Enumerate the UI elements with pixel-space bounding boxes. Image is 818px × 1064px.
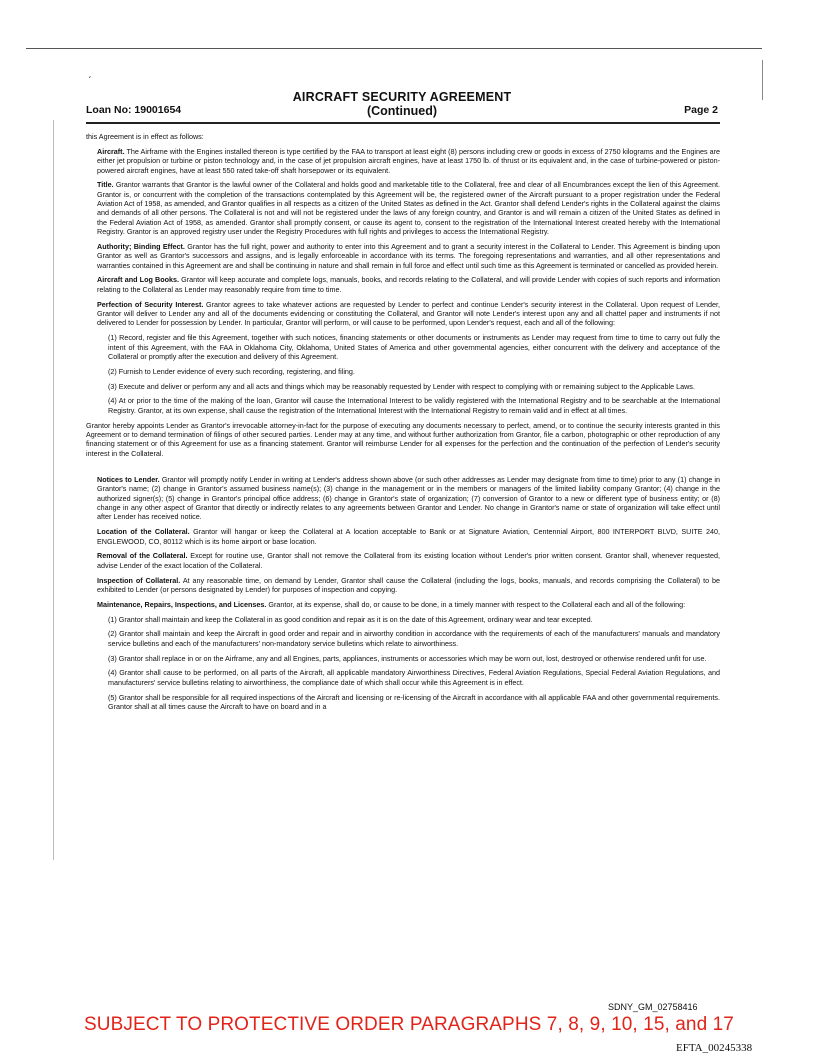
section-location	[86, 527, 720, 546]
protective-order-banner: SUBJECT TO PROTECTIVE ORDER PARAGRAPHS 7, 8, 9, 10, 15, and 17	[84, 1014, 734, 1035]
document-header	[86, 90, 718, 118]
scan-right-edge	[762, 60, 763, 100]
page-number: Page 2	[684, 104, 718, 116]
section-title	[86, 180, 720, 236]
section-text: Grantor has the full right, power and authority to enter into this Agreement and to grant a security interest in the Collateral to Lender. This Agreement is binding upon Grantor as well as Grantor's successors and assigns, and is legally enforceable in accordance with its terms. The foregoing representations and warranties, and all other representations and warranties contained in this Agreement are and shall be continuing in nature and shall remain in full force and effect until such time as this Agreement is terminated or cancelled as provided herein.	[97, 241, 720, 270]
section-heading: Maintenance, Repairs, Inspections, and Licenses.	[97, 599, 267, 609]
section-heading: Notices to Lender.	[97, 474, 160, 484]
section-text: Except for routine use, Grantor shall not remove the Collateral from its existing location without Lender's prior written consent. Grantor shall, whenever requested, advise Lender of the exact location of the Collateral.	[97, 551, 720, 570]
section-text: Grantor, at its expense, shall do, or cause to be done, in a timely manner with respect to the Collateral each and all of the following:	[268, 599, 686, 609]
section-heading: Removal of the Collateral.	[97, 551, 188, 561]
section-aircraft	[86, 147, 720, 175]
scan-left-edge	[53, 120, 54, 860]
title-block	[86, 90, 718, 118]
maintenance-item: (3) Grantor shall replace in or on the Airframe, any and all Engines, parts, appliances, instruments or accessories which may be worn out, lost, destroyed or otherwise rendered unfit for use.	[108, 653, 707, 663]
maintenance-item: (2) Grantor shall maintain and keep the Aircraft in good order and repair and in airworthy condition in accordance with the requirements of each of the manufacturers' manuals and mandatory service bulletins and each of the manufacturers' non-mandatory service bulletins which relate to airworthiness.	[108, 629, 720, 648]
section-heading: Title.	[97, 180, 114, 190]
section-text: Grantor will promptly notify Lender in writing at Lender's address shown above (or such other addresses as Lender may designate from time to time) prior to any (1) change in Grantor's name; (2) change in Grantor's assumed business name(s); (3) change in the management or in the members or managers of the limited liability company Grantor; (4) change in the authorized signer(s); (5) change in Grantor's principal office address; (6) change in Grantor's state of organization; (7) conversion of Grantor to a new or different type of business entity; or (8) change in any other aspect of Grantor that directly or indirectly relates to any agreements between Grantor and Lender. No change in Grantor's name or state of organization will take effect until after Lender has received notice.	[97, 474, 720, 522]
section-authority	[86, 242, 720, 270]
perfection-item: (4) At or prior to the time of the making of the loan, Grantor will cause the International Interest to be validly registered with the International Registry and to be searchable at the International Registry. Grantor, at its own expense, shall cause the registration of the International Interest with the International Registry to remain valid and in effect at all times.	[108, 396, 720, 415]
perfection-item: (1) Record, register and file this Agreement, together with such notices, financing statements or other documents or instruments as Lender may request from time to time to carry out fully the intent of this Agreement, with the FAA in Oklahoma City, Oklahoma, United States of America and other governmental agencies, either concurrent with the delivery and acceptance of the Collateral or promptly after the execution and delivery of this Agreement.	[108, 333, 720, 361]
maintenance-item: (5) Grantor shall be responsible for all required inspections of the Aircraft and licensing or re-licensing of the Aircraft in accordance with all applicable FAA and other governmental requirements. Grantor shall at all times cause the Aircraft to have on board and in a	[108, 692, 720, 711]
section-inspection	[86, 576, 720, 595]
section-removal	[86, 551, 720, 570]
section-heading: Aircraft and Log Books.	[97, 275, 179, 285]
document-subtitle: (Continued)	[366, 104, 438, 118]
bates-number: SDNY_GM_02758416	[608, 1002, 698, 1012]
section-text: Grantor will hangar or keep the Collateral at A location acceptable to Bank or at Signature Aviation, Centennial Airport, 800 INTERPORT BLVD, SUITE 240, ENGLEWOOD, CO, 80112 which is its home airport or base location.	[97, 527, 720, 546]
section-perfection	[86, 300, 720, 328]
maintenance-item: (1) Grantor shall maintain and keep the Collateral in as good condition and repair as it is on the date of this Agreement, ordinary wear and tear excepted.	[108, 614, 593, 624]
section-text: Grantor will keep accurate and complete logs, manuals, books, and records relating to the Collateral, and will provide Lender with copies of such reports and information relating to the Collateral as Lender may reasonably require from time to time.	[97, 275, 720, 294]
section-text: At any reasonable time, on demand by Lender, Grantor shall cause the Collateral (including the logs, books, manuals, and records comprising the Collateral) to be exhibited to Lender (or persons designated by Lender) for purposes of inspection and copying.	[97, 575, 720, 594]
section-text: The Airframe with the Engines installed thereon is type certified by the FAA to transport at least eight (8) persons including crew or goods in excess of 2750 kilograms and the Engines are either jet propulsion or turbine or piston technology and, in the case of jet propulsion aircraft engines, have at least 1750 lb. of thrust or its equivalent and, in the case of turbine-powered or piston-powered aircraft engines, have at least 550 rated take-off shaft horsepower or its equivalent.	[97, 146, 720, 175]
maintenance-item: (4) Grantor shall cause to be performed, on all parts of the Aircraft, all applicable mandatory Airworthiness Directives, Federal Aviation Regulations, Special Federal Aviation Regulations, and manufacturers' service bulletins relating to airworthiness, the compliance date of which shall occur while this Agreement is in effect.	[108, 668, 720, 687]
scan-top-rule	[26, 48, 762, 49]
section-notices	[86, 475, 720, 522]
section-text: Grantor warrants that Grantor is the lawful owner of the Collateral and holds good and marketable title to the Collateral, free and clear of all Encumbrances except the lien of this Agreement. Grantor is, or concurrent with the completion of the transactions contemplated by this Agreement will be, the registered owner of the Aircraft pursuant to a proper registration under the Federal Aviation Act of 1958, as amended, and Grantor qualifies in all respects as a citizen of the United States as defined in the Act. Grantor shall defend Lender's rights in the Collateral against the claims and demands of all other persons. The Collateral is not and will not be registered under the laws of any foreign country, and Grantor is and will remain a citizen of the United States as defined in the Federal Aviation Act of 1958, as amended. Grantor shall promptly consent, or cause its agent to, consent to the registration of the International Interest created hereby with the International Registry. Grantor is an approved registry user under the Registry Procedures with full rights and privileges to access the International Registry.	[97, 180, 720, 237]
section-heading: Authority; Binding Effect.	[97, 241, 185, 251]
document-body	[86, 132, 720, 717]
attorney-paragraph: Grantor hereby appoints Lender as Grantor's irrevocable attorney-in-fact for the purpose of executing any documents necessary to perfect, amend, or to continue the security interests granted in this Agreement or to demand termination of filings of other secured parties. Lender may at any time, and without further authorization from Grantor, file a carbon, photographic or other reproduction of any financing statement or of this Agreement for use as a financing statement. Grantor will reimburse Lender for all expenses for the perfection and the continuation of the perfection of Lender's security interest in the Collateral.	[86, 420, 720, 458]
section-maintenance	[86, 600, 720, 609]
header-rule	[86, 122, 720, 124]
perfection-item: (2) Furnish to Lender evidence of every such recording, registering, and filing.	[108, 366, 355, 376]
perfection-item: (3) Execute and deliver or perform any and all acts and things which may be reasonably requested by Lender with respect to complying with or remaining subject to the Applicable Laws.	[108, 381, 695, 391]
section-heading: Location of the Collateral.	[97, 527, 190, 537]
loan-number: Loan No: 19001654	[86, 104, 182, 116]
section-heading: Perfection of Security Interest.	[97, 299, 204, 309]
intro-line: this Agreement is in effect as follows:	[86, 132, 204, 141]
document-title: AIRCRAFT SECURITY AGREEMENT	[292, 90, 512, 104]
scan-mark: ˏ	[88, 68, 92, 79]
section-log-books	[86, 275, 720, 294]
section-heading: Inspection of Collateral.	[97, 575, 181, 585]
section-text: Grantor agrees to take whatever actions are requested by Lender to perfect and continue Lender's security interest in the Collateral. Upon request of Lender, Grantor will deliver to Lender any and all of the documents evidencing or constituting the Collateral, and Grantor will note Lender's interest upon any and all chattel paper and instruments if not delivered to Lender for possession by Lender. In particular, Grantor will perform, or will cause to be performed, upon Lender's request, each and all of the following:	[97, 299, 721, 328]
efta-number: EFTA_00245338	[676, 1042, 753, 1054]
section-heading: Aircraft.	[97, 146, 125, 156]
